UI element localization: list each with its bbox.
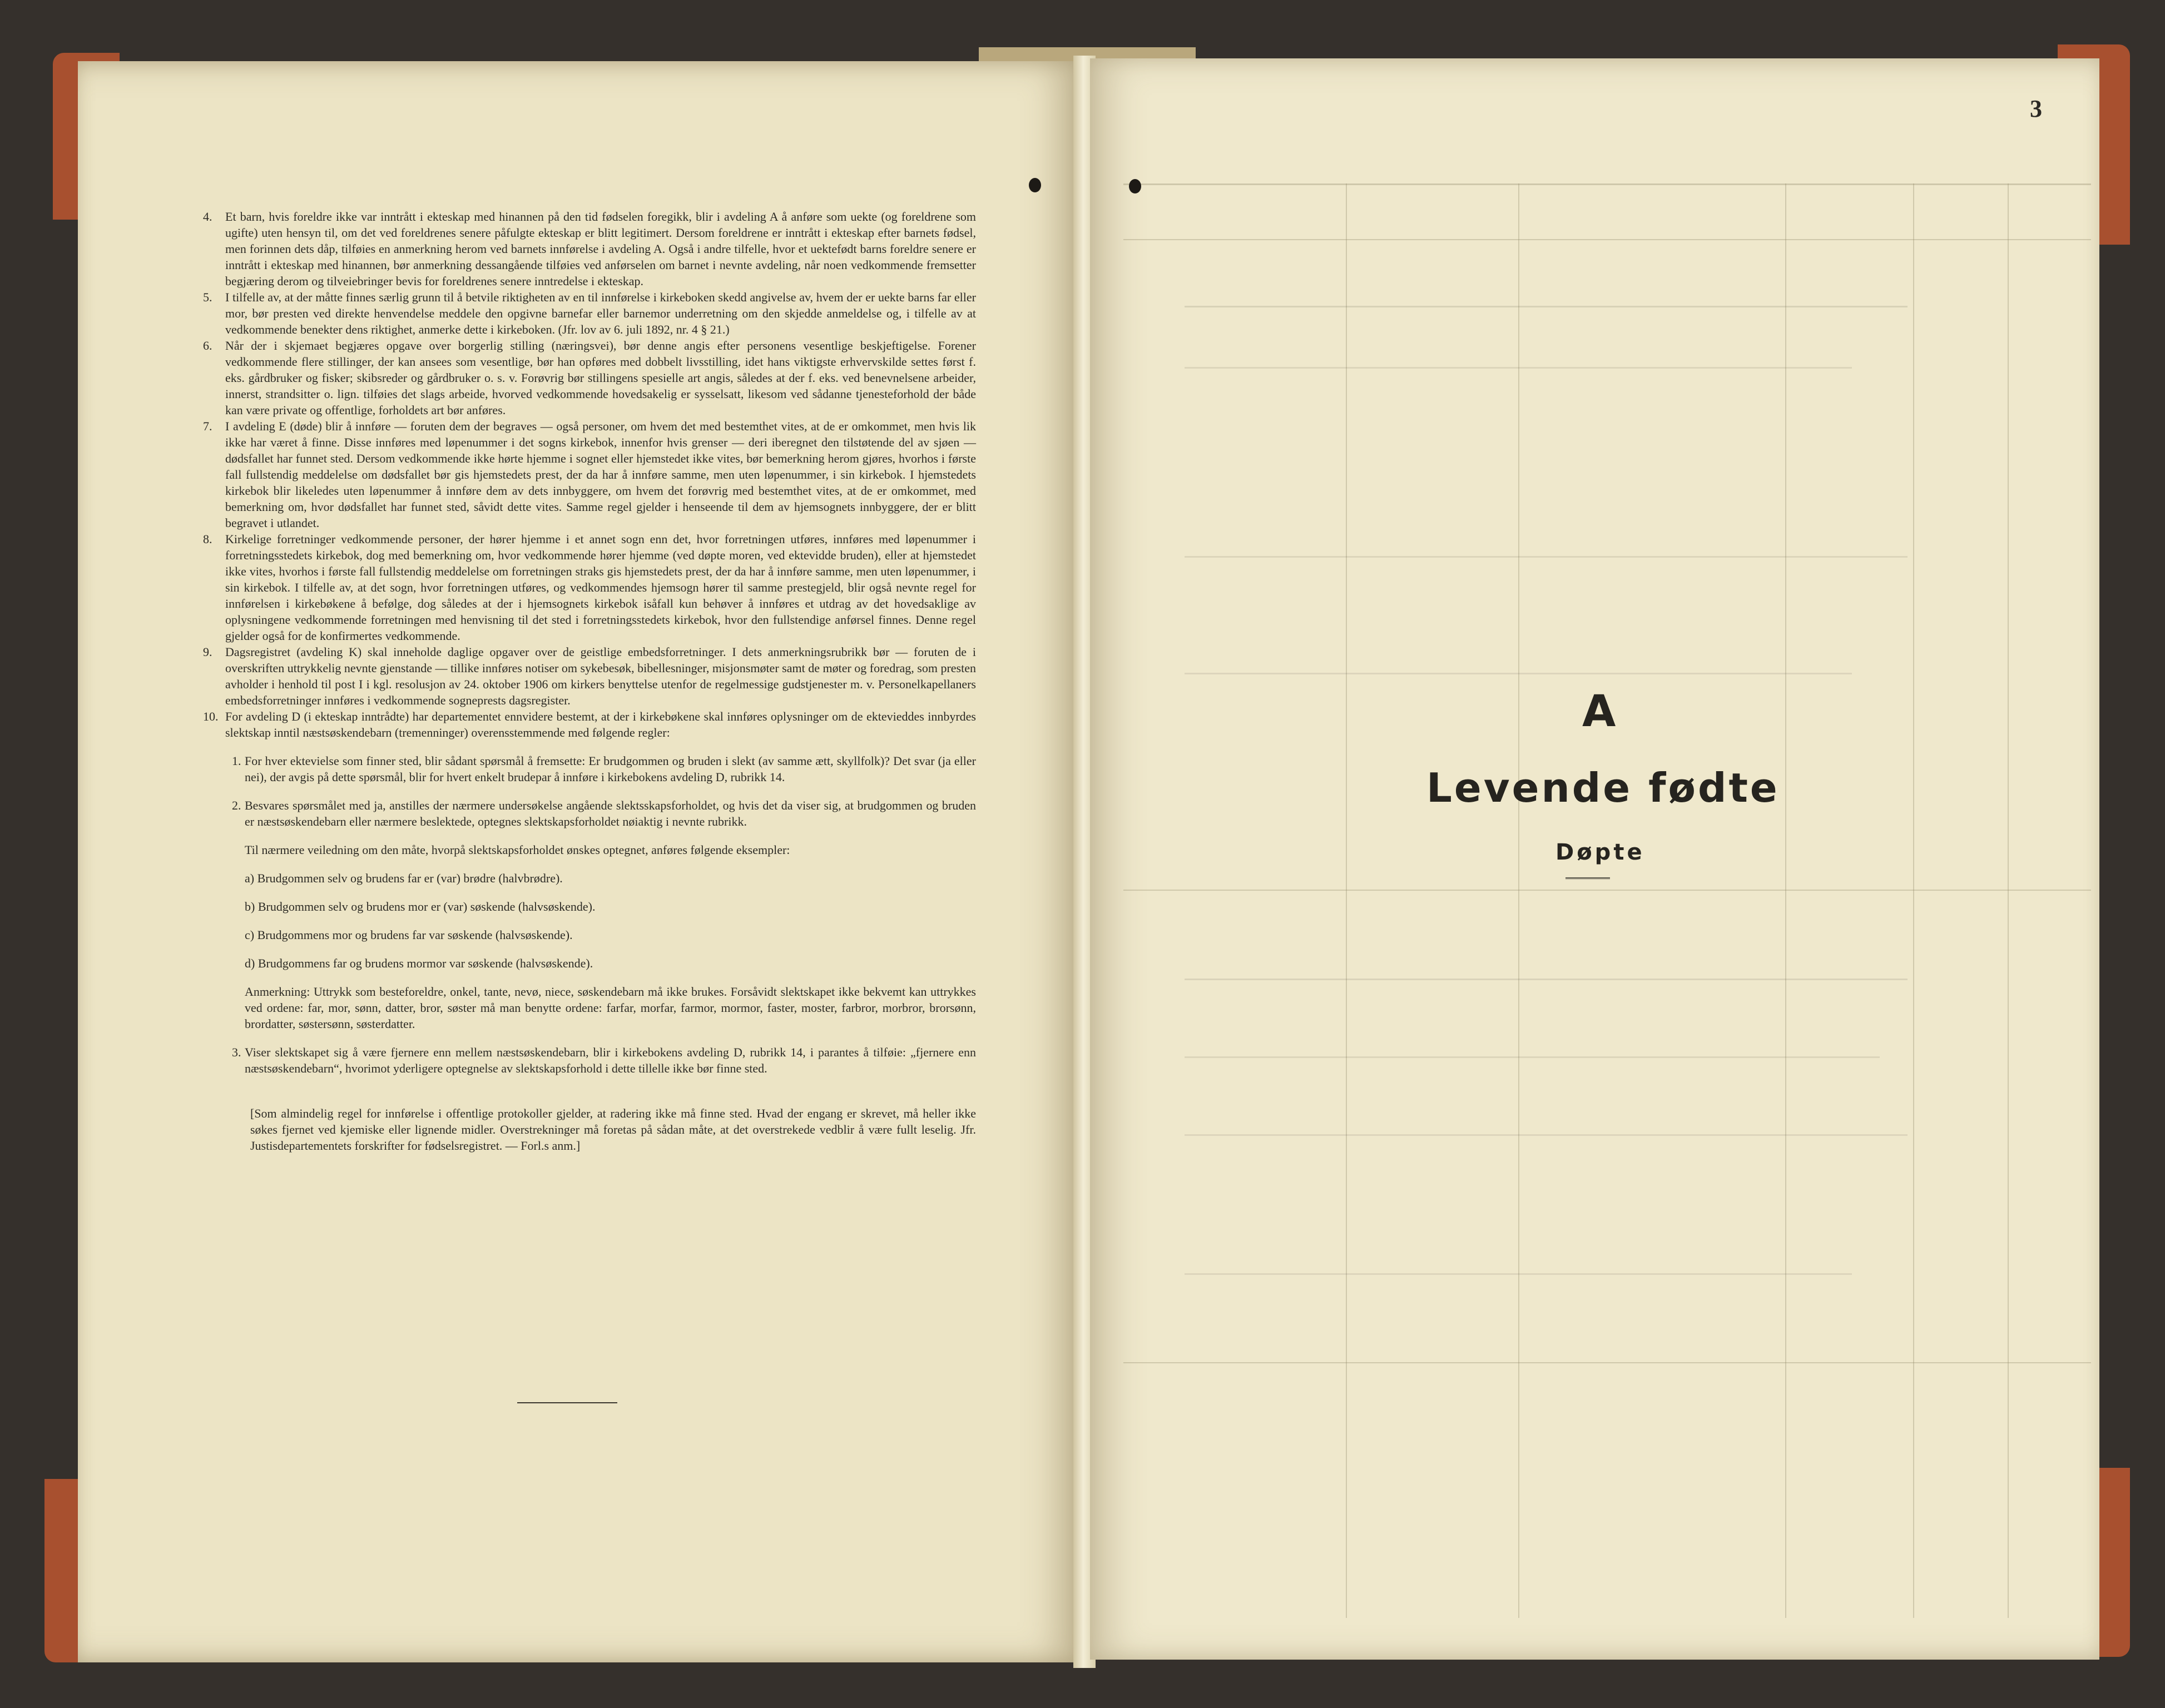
anmerkning-note: Anmerkning: Uttrykk som besteforeldre, onkel, tante, nevø, niece, søskendebarn må ikke brukes. Forsåvidt slektskapet ikke bekvemt kan uttrykkes ved ordene: far, mor, sønn, datter, bror, søster må man benytte ordene: farfar, morfar, farmor, mormor, faster, moster, farbror, morbror, brorsønn, brordatter, søstersønn, søsterdatter. [245,985,976,1031]
ledger-rule [1785,183,1786,1618]
instruction-item: 8. Kirkelige forretninger vedkommende personer, der hører hjemme i et annet sogn enn det, hvor forretningen utføres, innføres med løpenummer i forretningsstedets kirkebok, dog med bemerkning om, hvor vedkommende hører hjemme (ved døpte moren, ved ektevidde bruden), eller at hjemstedet ikke vites, hvorhos i første fall fullstendig meddelelse om forretningen straks gis hjemstedets prest, der da har å innføre samme, men uten løpenummer, i sin kirkebok. I tilfelle av, at det sogn, hvor forretningen utføres, og vedkommendes hjemsogn hører til samme prestegjeld, blir også nevnte regel for innførelsen i kirkebøkene å befølge, dog således at der i hjemsognets kirkebok isåfall kun behøver å innføres et utdrag av det hovedsaklige av oplysningene vedkommende forretningen med henvisning til det sted i forretningsstedets kirkebok, hvor den fullstendige anførsel finnes. Denne regel gjelder også for de konfirmertes vedkommende. [203,532,976,643]
section-letter: A [1582,687,1616,737]
example-line: b) Brudgommen selv og brudens mor er (var) søskende (halvsøskende). [245,900,596,913]
ledger-rule [2008,183,2009,1618]
bleed-through-handwriting [1185,1034,1880,1058]
instruction-item: 6. Når der i skjemaet begjæres opgave over borgerlig stilling (næringsvei), bør denne angis efter personens vesentlige beskjeftigelse. Forener vedkommende flere stillinger, der kan ansees som vesentlige, bør han opføres med dobbelt livsstilling, idet hans viktigste erhvervskilde settes først f. eks. gårdbruker og fisker; skibsreder og gårdbruker o. s. v. Forøvrig bør stillingens spesielle art angis, således at der f. eks. ved benevnelsene arbeider, innerst, strandsitter o. lign. tilføies det slags arbeide, hvorved vedkommende hovedsakelig er sysselsatt, likesom ved sådanne tjenesteforhold der både kan være private og offentlige, forholdets art bør anføres. [203,339,976,417]
binding-hole [1029,178,1041,192]
ledger-rule [1346,183,1347,1618]
section-subtitle: Døpte [1555,840,1645,865]
ledger-rule [1123,1362,2091,1363]
bleed-through-handwriting [1185,651,1852,674]
closing-rule [517,1402,617,1403]
bleed-through-handwriting [1185,345,1852,369]
instruction-item: 9. Dagsregistret (avdeling K) skal inneholde daglige opgaver over de geistlige embedsforretninger. I dets anmerkningsrubrikk bør — foruten de i overskriften uttrykkelig nevnte gjenstande — tillike innføres notiser om sykebesøk, bibellesninger, misjonsmøter samt de møter og foredrag, som presten avholder i henhold til post I i kgl. resolusjon av 24. oktober 1906 om kirkers benyttelse utenfor de regelmessige gudstjenester m. v. Personelkapellaners embedsforretninger innføres i vedkommende sogneprests dagsregister. [203,645,976,707]
bleed-through-handwriting [1185,1112,1908,1136]
instruction-item: 4. Et barn, hvis foreldre ikke var inntrått i ekteskap med hinannen på den tid fødselen foregikk, blir i avdeling A å anføre som uekte (og foreldrene som ugifte) uten hensyn til, om det ved foreldrenes senere påfulgte ekteskap er blitt legitimert. Dersom foreldrene er inntrått i ekteskap efter barnets fødsel, men forinnen dets dåp, tilføies en anmerkning herom ved barnets innførelse i avdeling A. Også i andre tilfelle, hvor et uektefødt barns foreldre senere er inntrått i ekteskap med hinannen, bør anmerkning dessangående tilføies ved anførselen om barnet i nevnte avdeling, når noen vedkommende fremsetter begjæring derom og tilveiebringer bevis for foreldrenes senere inntredelse i ekteskap. [203,210,976,288]
instruction-item: 10. For avdeling D (i ekteskap inntrådte) har departementet ennvidere bestemt, at der i kirkebøkene skal innføres oplysninger om de ektevieddes innbyrdes slektskap inntil næstsøskendebarn (tremenninger) overensstemmende med følgende regler: [203,709,976,739]
binding-hole [1129,179,1141,193]
bleed-through-handwriting [1185,284,1908,307]
example-line: c) Brudgommens mor og brudens far var søskende (halvsøskende). [245,928,573,942]
page-number: 3 [2030,95,2042,122]
instruction-item: 5. I tilfelle av, at der måtte finnes særlig grunn til å betvile riktigheten av en til innførelse i kirkeboken skedd angivelse av, hvem der er uekte barns far eller mor, bør presten ved direkte henvendelse meddele den opgivne barnefar eller barnemor underretning om den skjedde anmeldelse og, i tilfelle av at vedkommende benekter dens riktighet, anmerke dette i kirkeboken. (Jfr. lov av 6. juli 1892, nr. 4 § 21.) [203,290,976,336]
bleed-through-handwriting [1185,956,1908,980]
instruction-subitem: 2. Besvares spørsmålet med ja, anstilles der nærmere undersøkelse angående slektsskapsforholdet, og hvis det da viser sig, at brudgommen og bruden er næstsøskendebarn eller nærmere beslektede, optegnes slektskapsforholdet nøiaktig i nevnte rubrikk. [232,798,976,828]
instructions-text [203,208,976,1166]
instruction-item: 7. I avdeling E (døde) blir å innføre — foruten dem der begraves — også personer, om hvem det med bestemthet vites, at de er omkommet, men hvis lik ikke har været å finne. Disse innføres med løpenummer i det sogns kirkebok, innenfor hvis grenser — deri iberegnet den tilstøtende del av sjøen — dødsfallet har funnet sted. Dersom vedkommende ikke hørte hjemme i sognet eller hjemstedet ikke vites, bør bemerkning herom gjøres, hvorhos i første fall fullstendig meddelelse om dødsfallet bør gis hjemstedets prest, der da har å innføre samme, men uten løpenummer, i sin kirkebok. I hjemstedets kirkebok blir likeledes uten løpenummer å innføre dem av dets innbyggere, om hvem det forøvrig med bestemthet vites, at de er omkommet, med bemerkning om, hvor dødsfallet har funnet sted, såvidt dette vites. Samme regel gjelder i henseende til dem av hjemsognets innbyggere, der er blitt begravet i utlandet. [203,419,976,530]
examples-intro: Til nærmere veiledning om den måte, hvorpå slektskapsforholdet ønskes optegnet, anføres følgende eksempler: [245,843,790,857]
ledger-rule [1123,183,2091,185]
example-line: a) Brudgommen selv og brudens far er (var) brødre (halvbrødre). [245,871,563,885]
subtitle-underline [1565,877,1610,879]
bleed-through-handwriting [1185,1251,1852,1275]
example-line: d) Brudgommens far og brudens mormor var søskende (halvsøskende). [245,956,593,970]
ledger-rule [1518,183,1519,1618]
publisher-footnote: [Som almindelig regel for innførelse i offentlige protokoller gjelder, at radering ikke må finne sted. Hvad der engang er skrevet, må heller ikke søkes fjernet ved kjemiske eller lignende midler. Overstrekninger må foretas på sådan måte, at det overstrekede vedblir å være fullt leselig. Jfr. Justisdepartementets forskrifter for fødselsregistret. — Forl.s anm.] [250,1106,976,1153]
instruction-subitem: 3. Viser slektskapet sig å være fjernere enn mellem næstsøskendebarn, blir i kirkebokens avdeling D, rubrikk 14, i parantes å tilføie: „fjernere enn næstsøskendebarn“, hvorimot yderligere optegnelse av slektskapsforhold i dette tillelle ikke bør finne sted. [232,1045,976,1075]
bleed-through-handwriting [1185,534,1908,558]
ledger-rule [1123,239,2091,240]
section-title: Levende fødte [1426,764,1780,811]
instruction-subitem: 1. For hver ektevielse som finner sted, blir sådant spørsmål å fremsette: Er brudgommen og bruden i slekt (av samme ætt, skyllfolk)? Det svar (ja eller nei), der avgis på dette spørsmål, blir for hvert enkelt brudepar å innføre i kirkebokens avdeling D, rubrikk 14. [232,754,976,784]
ledger-rule [1913,183,1914,1618]
ledger-rule [1123,890,2091,891]
